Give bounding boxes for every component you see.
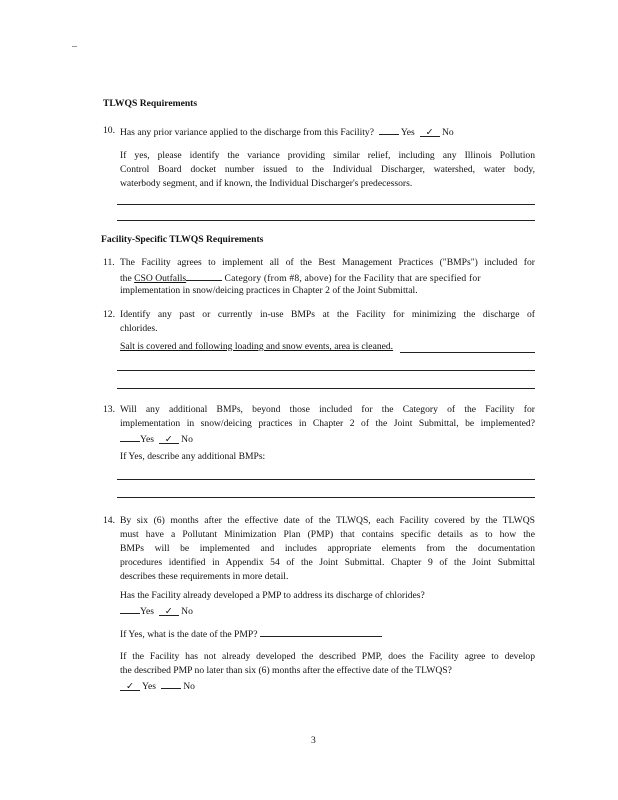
check-icon: ✓ [164,606,173,617]
q12-line: Identify any past or currently in-use BMPs at the Facility for minimizing the discharge of [120,309,535,320]
q12-answer-line[interactable] [117,370,535,371]
q14-line: procedures identified in Appendix 54 of the Joint Submittal. Chapter 9 of the Joint Submittal [120,557,535,568]
q14-pmp-question: Has the Facility already developed a PMP to address its discharge of chlorides? [120,590,425,601]
q14-pmp-answer-row [120,604,193,618]
pmp-no-label: No [181,606,193,617]
pmp-no-blank[interactable] [159,606,179,616]
q10-row [120,125,454,139]
q11-category-blank[interactable] [186,271,222,281]
q10-followup-line: Control Board docket number issued to the Individual Discharger, watershed, water body, [120,164,535,175]
q12-answer-line[interactable] [400,352,535,353]
q10-followup-line: If yes, please identify the variance providing similar relief, including any Illinois Pollution [120,150,535,161]
q14-date-row [120,627,382,641]
pmp-yes-blank[interactable] [120,604,140,614]
q13-number: 13. [103,404,115,415]
q10-answer-line[interactable] [117,204,535,205]
q11-number: 11. [103,257,115,268]
q11-line: implementation in snow/deicing practices in Chapter 2 of the Joint Submittal. [120,285,418,296]
q13-describe-prompt: If Yes, describe any additional BMPs: [120,451,266,462]
pmp-yes-label: Yes [140,606,154,617]
scan-mark [72,46,77,47]
q14-number: 14. [103,515,115,526]
q14-line: must have a Pollutant Minimization Plan (PMP) that contains specific details as to how the [120,529,535,540]
agree-yes-label: Yes [142,681,157,692]
section-heading-tlwqs: TLWQS Requirements [103,98,198,109]
q10-yes-label: Yes [400,127,415,138]
q11-category-value[interactable]: CSO Outfalls [134,273,187,284]
q10-question: Has any prior variance applied to the discharge from this Facility? [120,127,374,138]
q13-line: Will any additional BMPs, beyond those included for the Category of the Facility for [120,404,535,415]
q13-answer-line[interactable] [117,479,535,480]
q10-answer-line[interactable] [117,220,535,221]
q12-answer-line[interactable] [117,388,535,389]
q12-answer[interactable]: Salt is covered and following loading and snow events, area is cleaned. [120,341,394,352]
q10-number: 10. [103,125,115,136]
q12-number: 12. [103,309,115,320]
q11-line [120,271,481,285]
page-number: 3 [311,735,316,746]
q13-yes-blank[interactable] [120,432,140,442]
q14-line: describes these requirements in more detail. [120,571,289,582]
q14-line: By six (6) months after the effective date of the TLWQS, each Facility covered by the TLWQS [120,515,535,526]
check-icon: ✓ [125,681,135,692]
q10-no-blank[interactable] [420,127,440,137]
q13-yes-label: Yes [140,434,154,445]
q14-agree-answer-row [120,679,195,693]
q11-line: The Facility agrees to implement all of the Best Management Practices ("BMPs") included for [120,257,535,268]
agree-yes-blank[interactable] [120,681,140,691]
pmp-date-field[interactable] [260,627,382,637]
q13-line: implementation in snow/deicing practices in Chapter 2 of the Joint Submittal, be implemented? [120,418,535,429]
q11-text: Category (from #8, above) for the Facility that are specified for [224,273,481,284]
q13-no-label: No [181,434,193,445]
q10-no-label: No [442,127,454,138]
section-heading-facility-specific: Facility-Specific TLWQS Requirements [101,234,264,245]
agree-no-blank[interactable] [161,679,181,689]
q14-agree-line: the described PMP no later than six (6) months after the effective date of the TLWQS? [120,665,452,676]
q11-text: the [120,273,132,284]
q13-no-blank[interactable] [159,434,179,444]
q10-followup-line: waterbody segment, and if known, the Individual Discharger's predecessors. [120,178,413,189]
agree-no-label: No [183,681,195,692]
q13-answer-line[interactable] [117,497,535,498]
q13-answer-row [120,432,193,446]
q14-line: BMPs will be implemented and includes appropriate elements from the documentation [120,543,535,554]
q12-line: chlorides. [120,323,158,334]
check-icon: ✓ [164,434,173,445]
q10-yes-blank[interactable] [379,125,399,135]
check-icon: ✓ [425,127,434,138]
q14-agree-line: If the Facility has not already developed the described PMP, does the Facility agree to develop [120,651,535,662]
pmp-date-prompt: If Yes, what is the date of the PMP? [120,629,258,640]
